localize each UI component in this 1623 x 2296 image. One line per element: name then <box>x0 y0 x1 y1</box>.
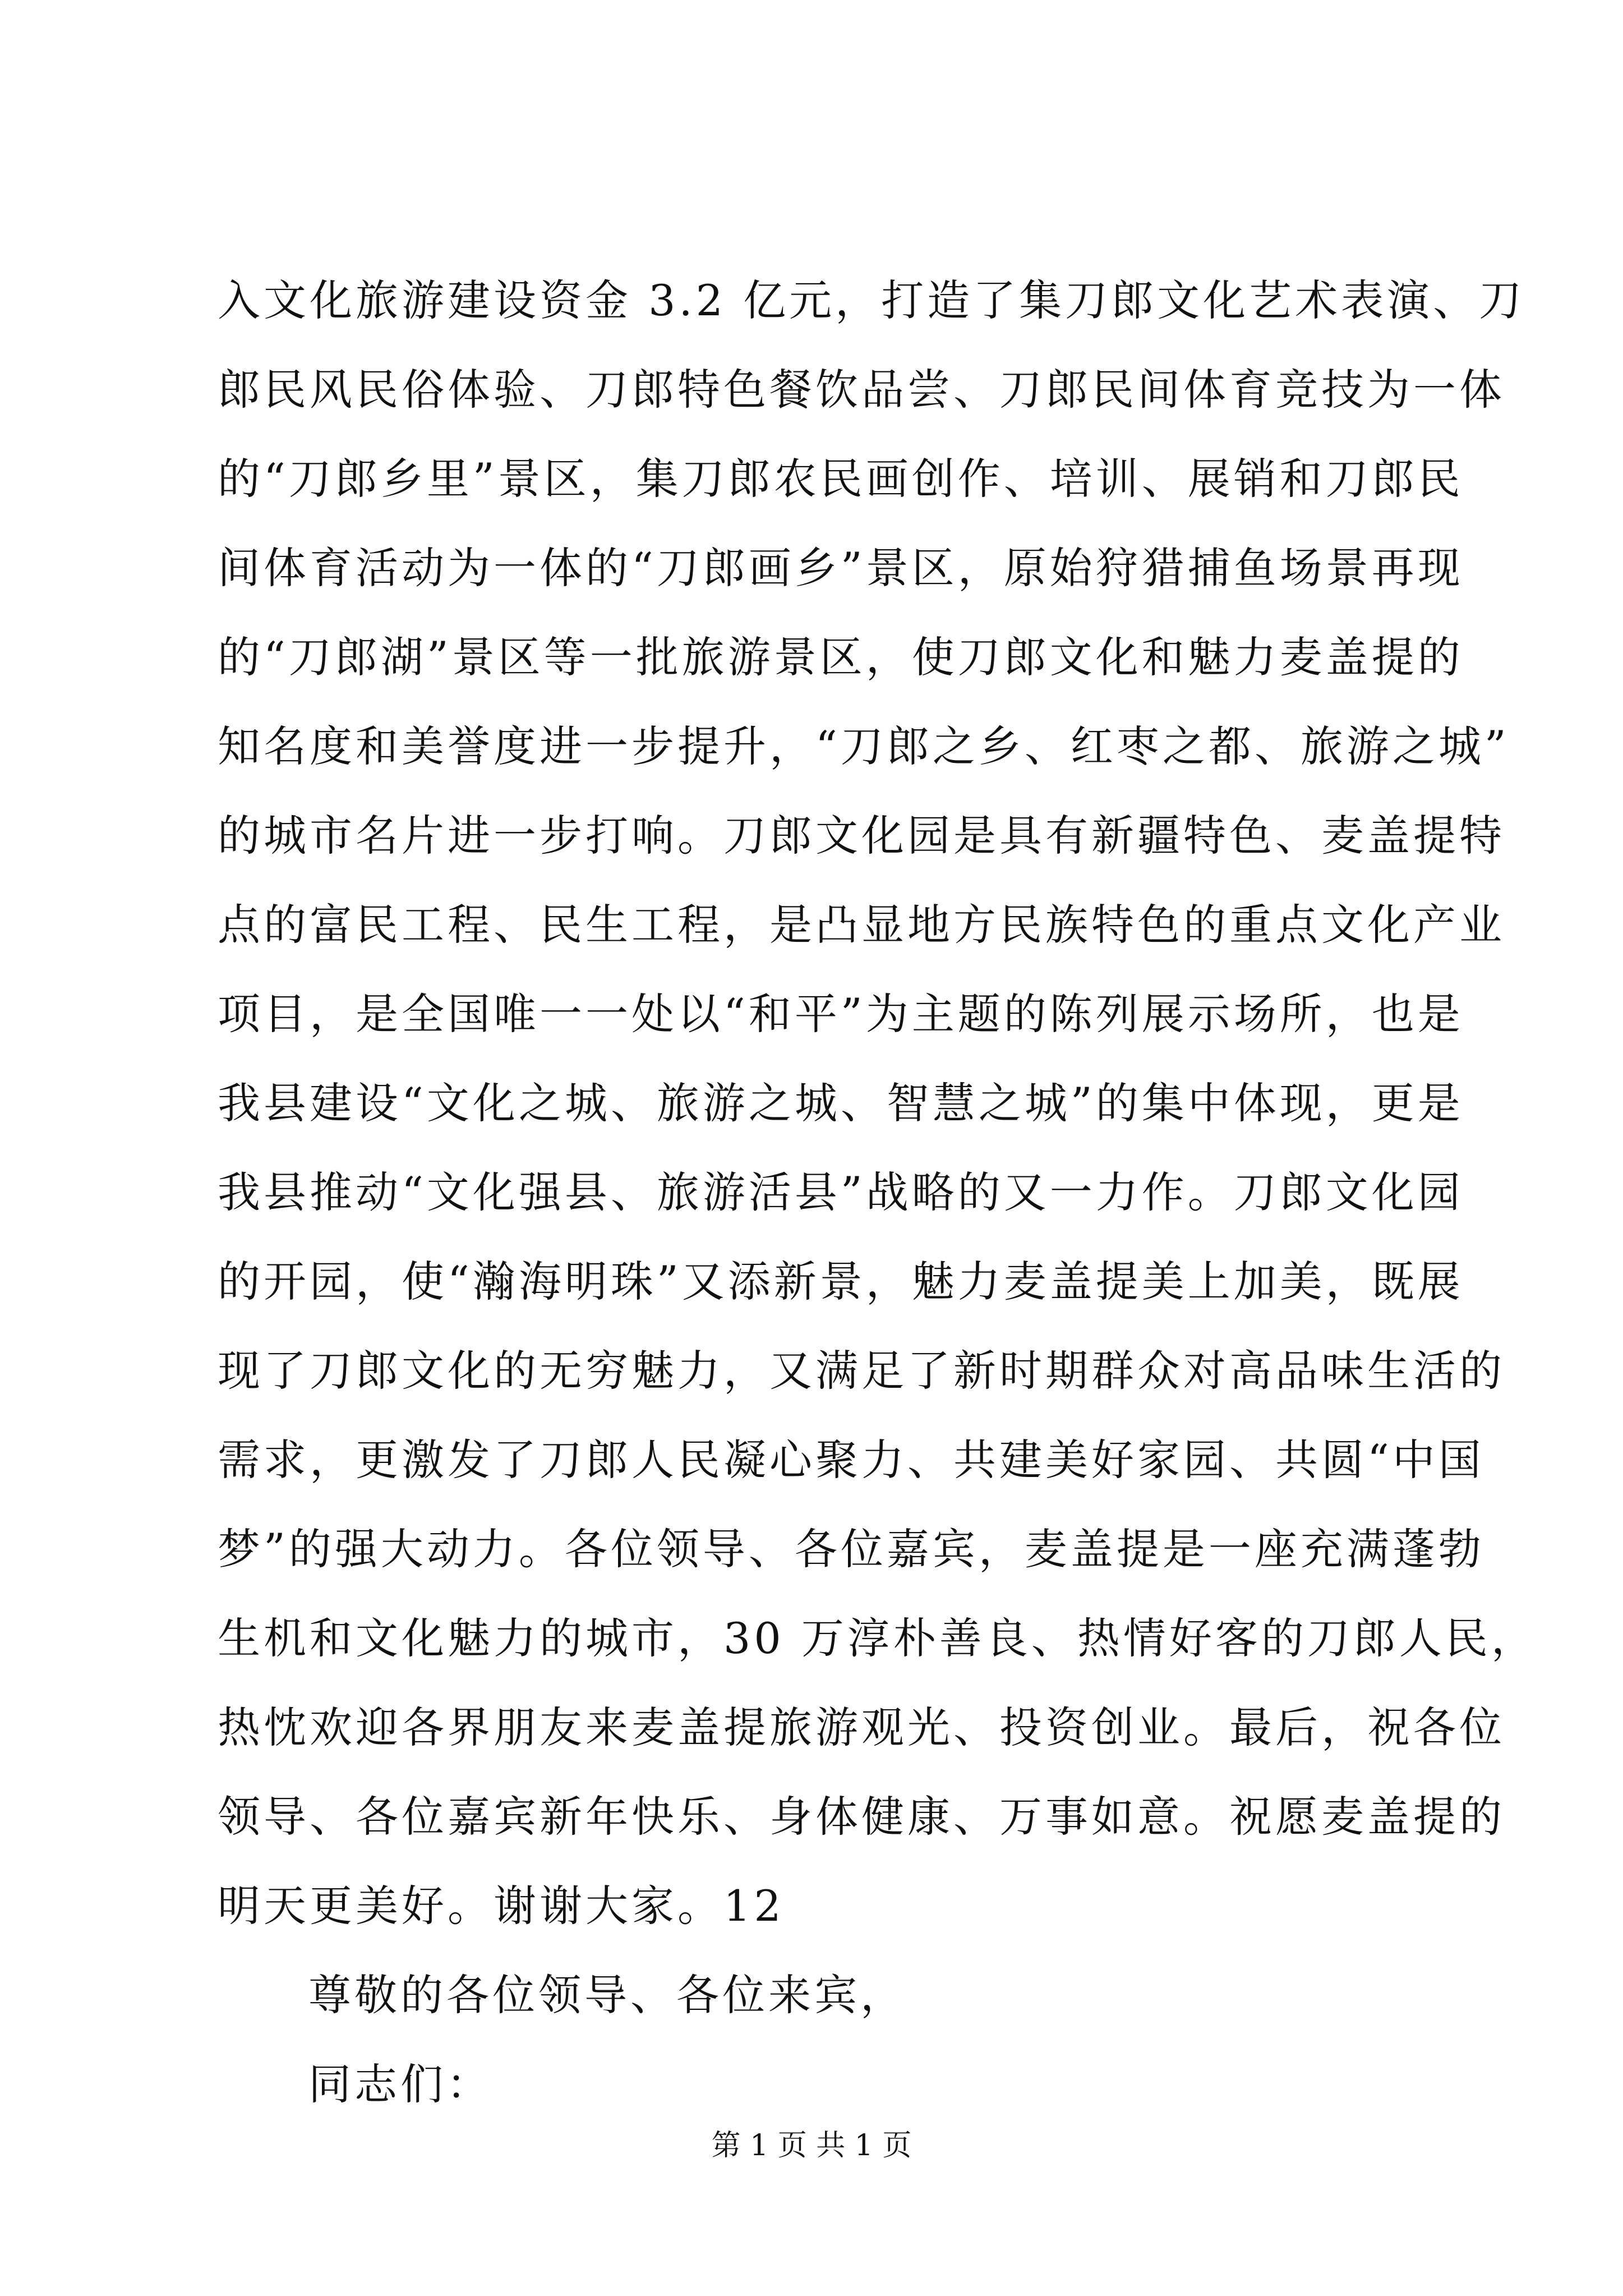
text-line: 明天更美好。谢谢大家。12 <box>218 1881 785 1931</box>
text-line: 郎民风民俗体验、刀郎特色餐饮品尝、刀郎民间体育竞技为一体 <box>218 365 1505 415</box>
text-line: 需求，更激发了刀郎人民凝心聚力、共建美好家园、共圆“中国 <box>218 1435 1484 1485</box>
text-line: 的城市名片进一步打响。刀郎文化园是具有新疆特色、麦盖提特 <box>218 811 1505 861</box>
text-line: 的“刀郎湖”景区等一批旅游景区，使刀郎文化和魅力麦盖提的 <box>218 632 1464 682</box>
text-line: 领导、各位嘉宾新年快乐、身体健康、万事如意。祝愿麦盖提的 <box>218 1792 1505 1842</box>
document-body <box>218 256 1537 2129</box>
salutation-line: 同志们： <box>308 2059 492 2109</box>
text-line: 我县建设“文化之城、旅游之城、智慧之城”的集中体现，更是 <box>218 1078 1464 1128</box>
text-line: 我县推动“文化强县、旅游活县”战略的又一力作。刀郎文化园 <box>218 1167 1464 1217</box>
page-footer <box>0 2126 1623 2165</box>
text-line: 热忱欢迎各界朋友来麦盖提旅游观光、投资创业。最后，祝各位 <box>218 1703 1505 1752</box>
text-line: 间体育活动为一体的“刀郎画乡”景区，原始狩猎捕鱼场景再现 <box>218 543 1464 593</box>
text-line: 的“刀郎乡里”景区，集刀郎农民画创作、培训、展销和刀郎民 <box>218 454 1464 504</box>
text-line: 知名度和美誉度进一步提升，“刀郎之乡、红枣之都、旅游之城” <box>218 721 1510 771</box>
text-line: 现了刀郎文化的无穷魅力，又满足了新时期群众对高品味生活的 <box>218 1346 1505 1396</box>
text-line: 点的富民工程、民生工程，是凸显地方民族特色的重点文化产业 <box>218 900 1505 950</box>
text-line: 生机和文化魅力的城市，30 万淳朴善良、热情好客的刀郎人民， <box>218 1613 1537 1663</box>
text-line: 的开园，使“瀚海明珠”又添新景，魅力麦盖提美上加美，既展 <box>218 1257 1464 1306</box>
salutation-line: 尊敬的各位领导、各位来宾， <box>308 1970 906 2020</box>
page-number: 第 1 页 共 1 页 <box>711 2129 912 2162</box>
text-line: 项目，是全国唯一一处以“和平”为主题的陈列展示场所，也是 <box>218 989 1464 1039</box>
text-line: 入文化旅游建设资金 3.2 亿元，打造了集刀郎文化艺术表演、刀 <box>218 275 1525 325</box>
text-line: 梦”的强大动力。各位领导、各位嘉宾，麦盖提是一座充满蓬勃 <box>218 1524 1484 1574</box>
